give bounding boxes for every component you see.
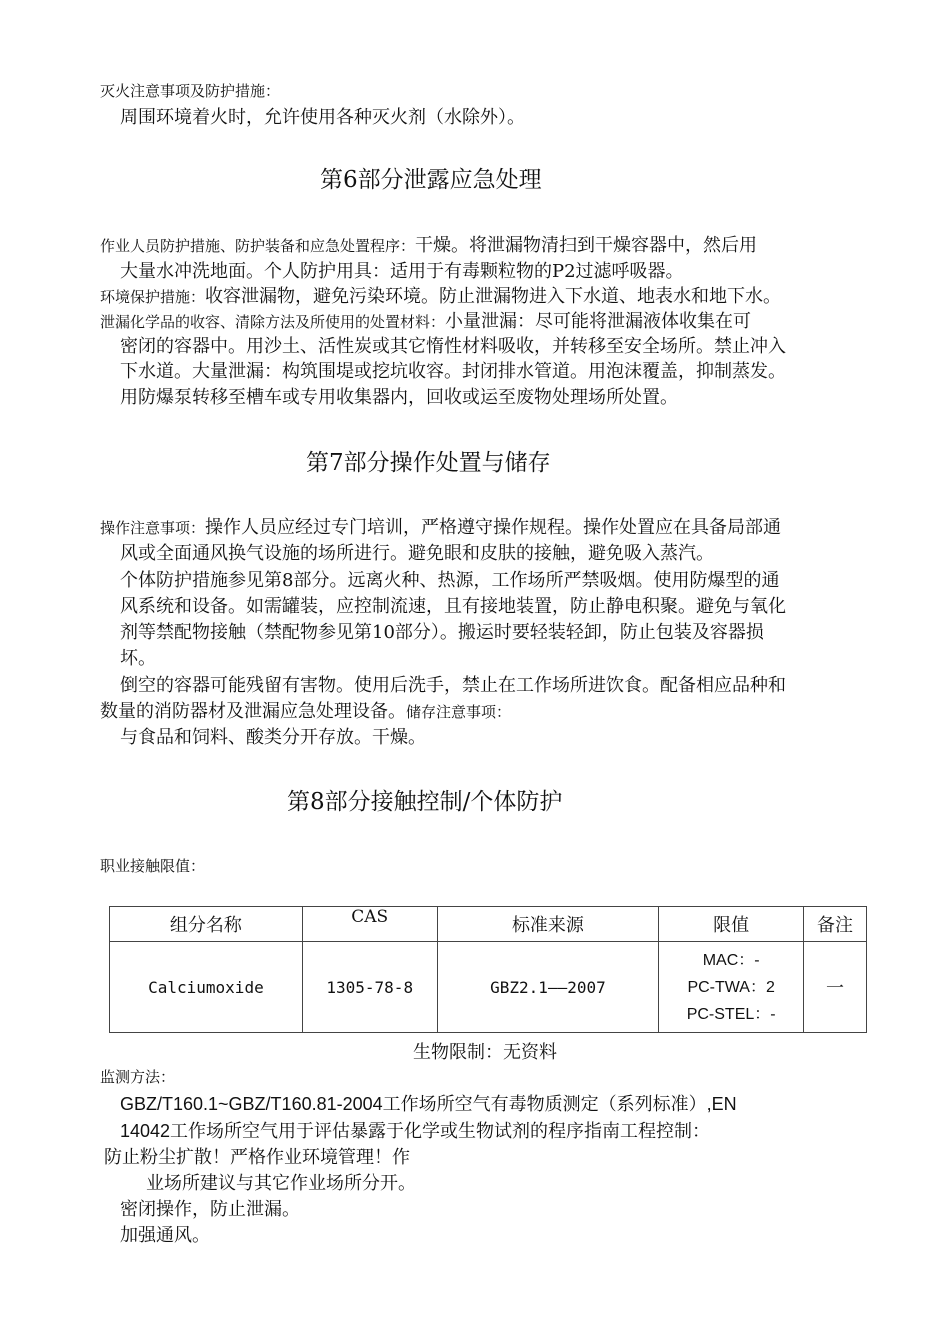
section-6-heading: 第6部分泄露应急处理 [320, 167, 542, 193]
storage-label: 储存注意事项： [406, 703, 512, 721]
cell-limit [659, 942, 804, 1033]
cell-component-name: Calciumoxide [110, 942, 303, 1033]
table-header-row [110, 907, 867, 942]
spill-cleanup-line-2: 密闭的容器中。用沙土、活性炭或其它惰性材料吸收，并转移至安全场所。禁止冲入 [120, 336, 786, 357]
spill-cleanup-label: 泄漏化学品的收容、清除方法及所使用的处置材料： [100, 313, 446, 331]
limit-pc-stel: PC-STEL：- [686, 1005, 776, 1023]
engineering-control-line-4: 加强通风。 [120, 1225, 210, 1246]
paragraph-storage [100, 697, 511, 723]
handling-line-2: 风或全面通风换气设施的场所进行。避免眼和皮肤的接触，避免吸入蒸汽。 [120, 543, 714, 564]
engineering-control-line-3: 密闭操作，防止泄漏。 [120, 1199, 300, 1220]
handling-line-3: 个体防护措施参见第8部分。远离火种、热源，工作场所严禁吸烟。使用防爆型的通 [120, 570, 780, 591]
table-row [110, 942, 867, 1033]
monitoring-line-2: 14042工作场所空气用于评估暴露于化学或生物试剂的程序指南工程控制： [120, 1121, 711, 1141]
spill-cleanup-line-4: 用防爆泵转移至槽车或专用收集器内，回收或运至废物处理场所处置。 [120, 387, 678, 408]
header-limit: 限值 [659, 907, 804, 942]
engineering-control-line-2: 业场所建议与其它作业场所分开。 [146, 1173, 416, 1194]
environment-protection-label: 环境保护措施： [100, 288, 206, 306]
handling-line-8: 数量的消防器材及泄漏应急处理设备。 [100, 701, 406, 722]
oel-label: 职业接触限值： [100, 857, 206, 875]
section-8-heading: 第8部分接触控制/个体防护 [287, 789, 563, 815]
paragraph-personnel-protection [100, 231, 757, 257]
biological-limit: 生物限制：无资料 [413, 1042, 557, 1063]
personnel-protection-text-cont: 大量水冲洗地面。个人防护用具：适用于有毒颗粒物的P2过滤呼吸器。 [120, 261, 684, 282]
storage-text: 与食品和饲料、酸类分开存放。干燥。 [120, 727, 426, 748]
fire-measures-label: 灭火注意事项及防护措施： [100, 82, 281, 100]
limit-mac: MAC：- [702, 951, 760, 969]
handling-line-5: 剂等禁配物接触（禁配物参见第10部分）。搬运时要轻装轻卸，防止包装及容器损 [120, 622, 764, 643]
handling-text: 操作人员应经过专门培训，严格遵守操作规程。操作处置应在具备局部通 [205, 517, 782, 538]
header-component-name: 组分名称 [110, 907, 303, 942]
handling-line-7: 倒空的容器可能残留有害物。使用后洗手，禁止在工作场所进饮食。配备相应品种和 [120, 675, 786, 696]
header-cas: CAS [302, 907, 437, 942]
paragraph-environment-protection [100, 282, 781, 308]
cell-remarks: 一 [804, 942, 867, 1033]
handling-line-6: 坏。 [120, 648, 156, 669]
personnel-protection-text: 干燥。将泄漏物清扫到干燥容器中，然后用 [415, 235, 758, 256]
cell-standard-source: GBZ2.1——2007 [437, 942, 659, 1033]
exposure-limits-table [109, 906, 867, 1033]
paragraph-spill-cleanup [100, 307, 751, 333]
limit-pc-twa: PC-TWA：2 [687, 978, 775, 996]
section-7-heading: 第7部分操作处置与储存 [306, 450, 551, 476]
monitoring-label: 监测方法： [100, 1068, 176, 1086]
paragraph-handling-precautions [100, 513, 781, 539]
spill-cleanup-line-3: 下水道。大量泄漏：构筑围堤或挖坑收容。封闭排水管道。用泡沫覆盖，抑制蒸发。 [120, 361, 786, 382]
header-standard-source: 标准来源 [437, 907, 659, 942]
spill-cleanup-text: 小量泄漏：尽可能将泄漏液体收集在可 [445, 311, 752, 332]
fire-measures-text: 周围环境着火时，允许使用各种灭火剂（水除外）。 [120, 107, 525, 128]
environment-protection-text: 收容泄漏物，避免污染环境。防止泄漏物进入下水道、地表水和地下水。 [205, 286, 782, 307]
handling-label: 操作注意事项： [100, 519, 206, 537]
cell-cas: 1305-78-8 [302, 942, 437, 1033]
header-remarks: 备注 [804, 907, 867, 942]
personnel-protection-label: 作业人员防护措施、防护装备和应急处置程序： [100, 237, 416, 255]
engineering-control-line-1: 防止粉尘扩散！严格作业环境管理！作 [104, 1147, 410, 1168]
monitoring-line-1: GBZ/T160.1~GBZ/T160.81-2004工作场所空气有毒物质测定（系列标准）,EN [120, 1094, 737, 1114]
handling-line-4: 风系统和设备。如需罐装，应控制流速，且有接地装置，防止静电积聚。避免与氧化 [120, 596, 786, 617]
